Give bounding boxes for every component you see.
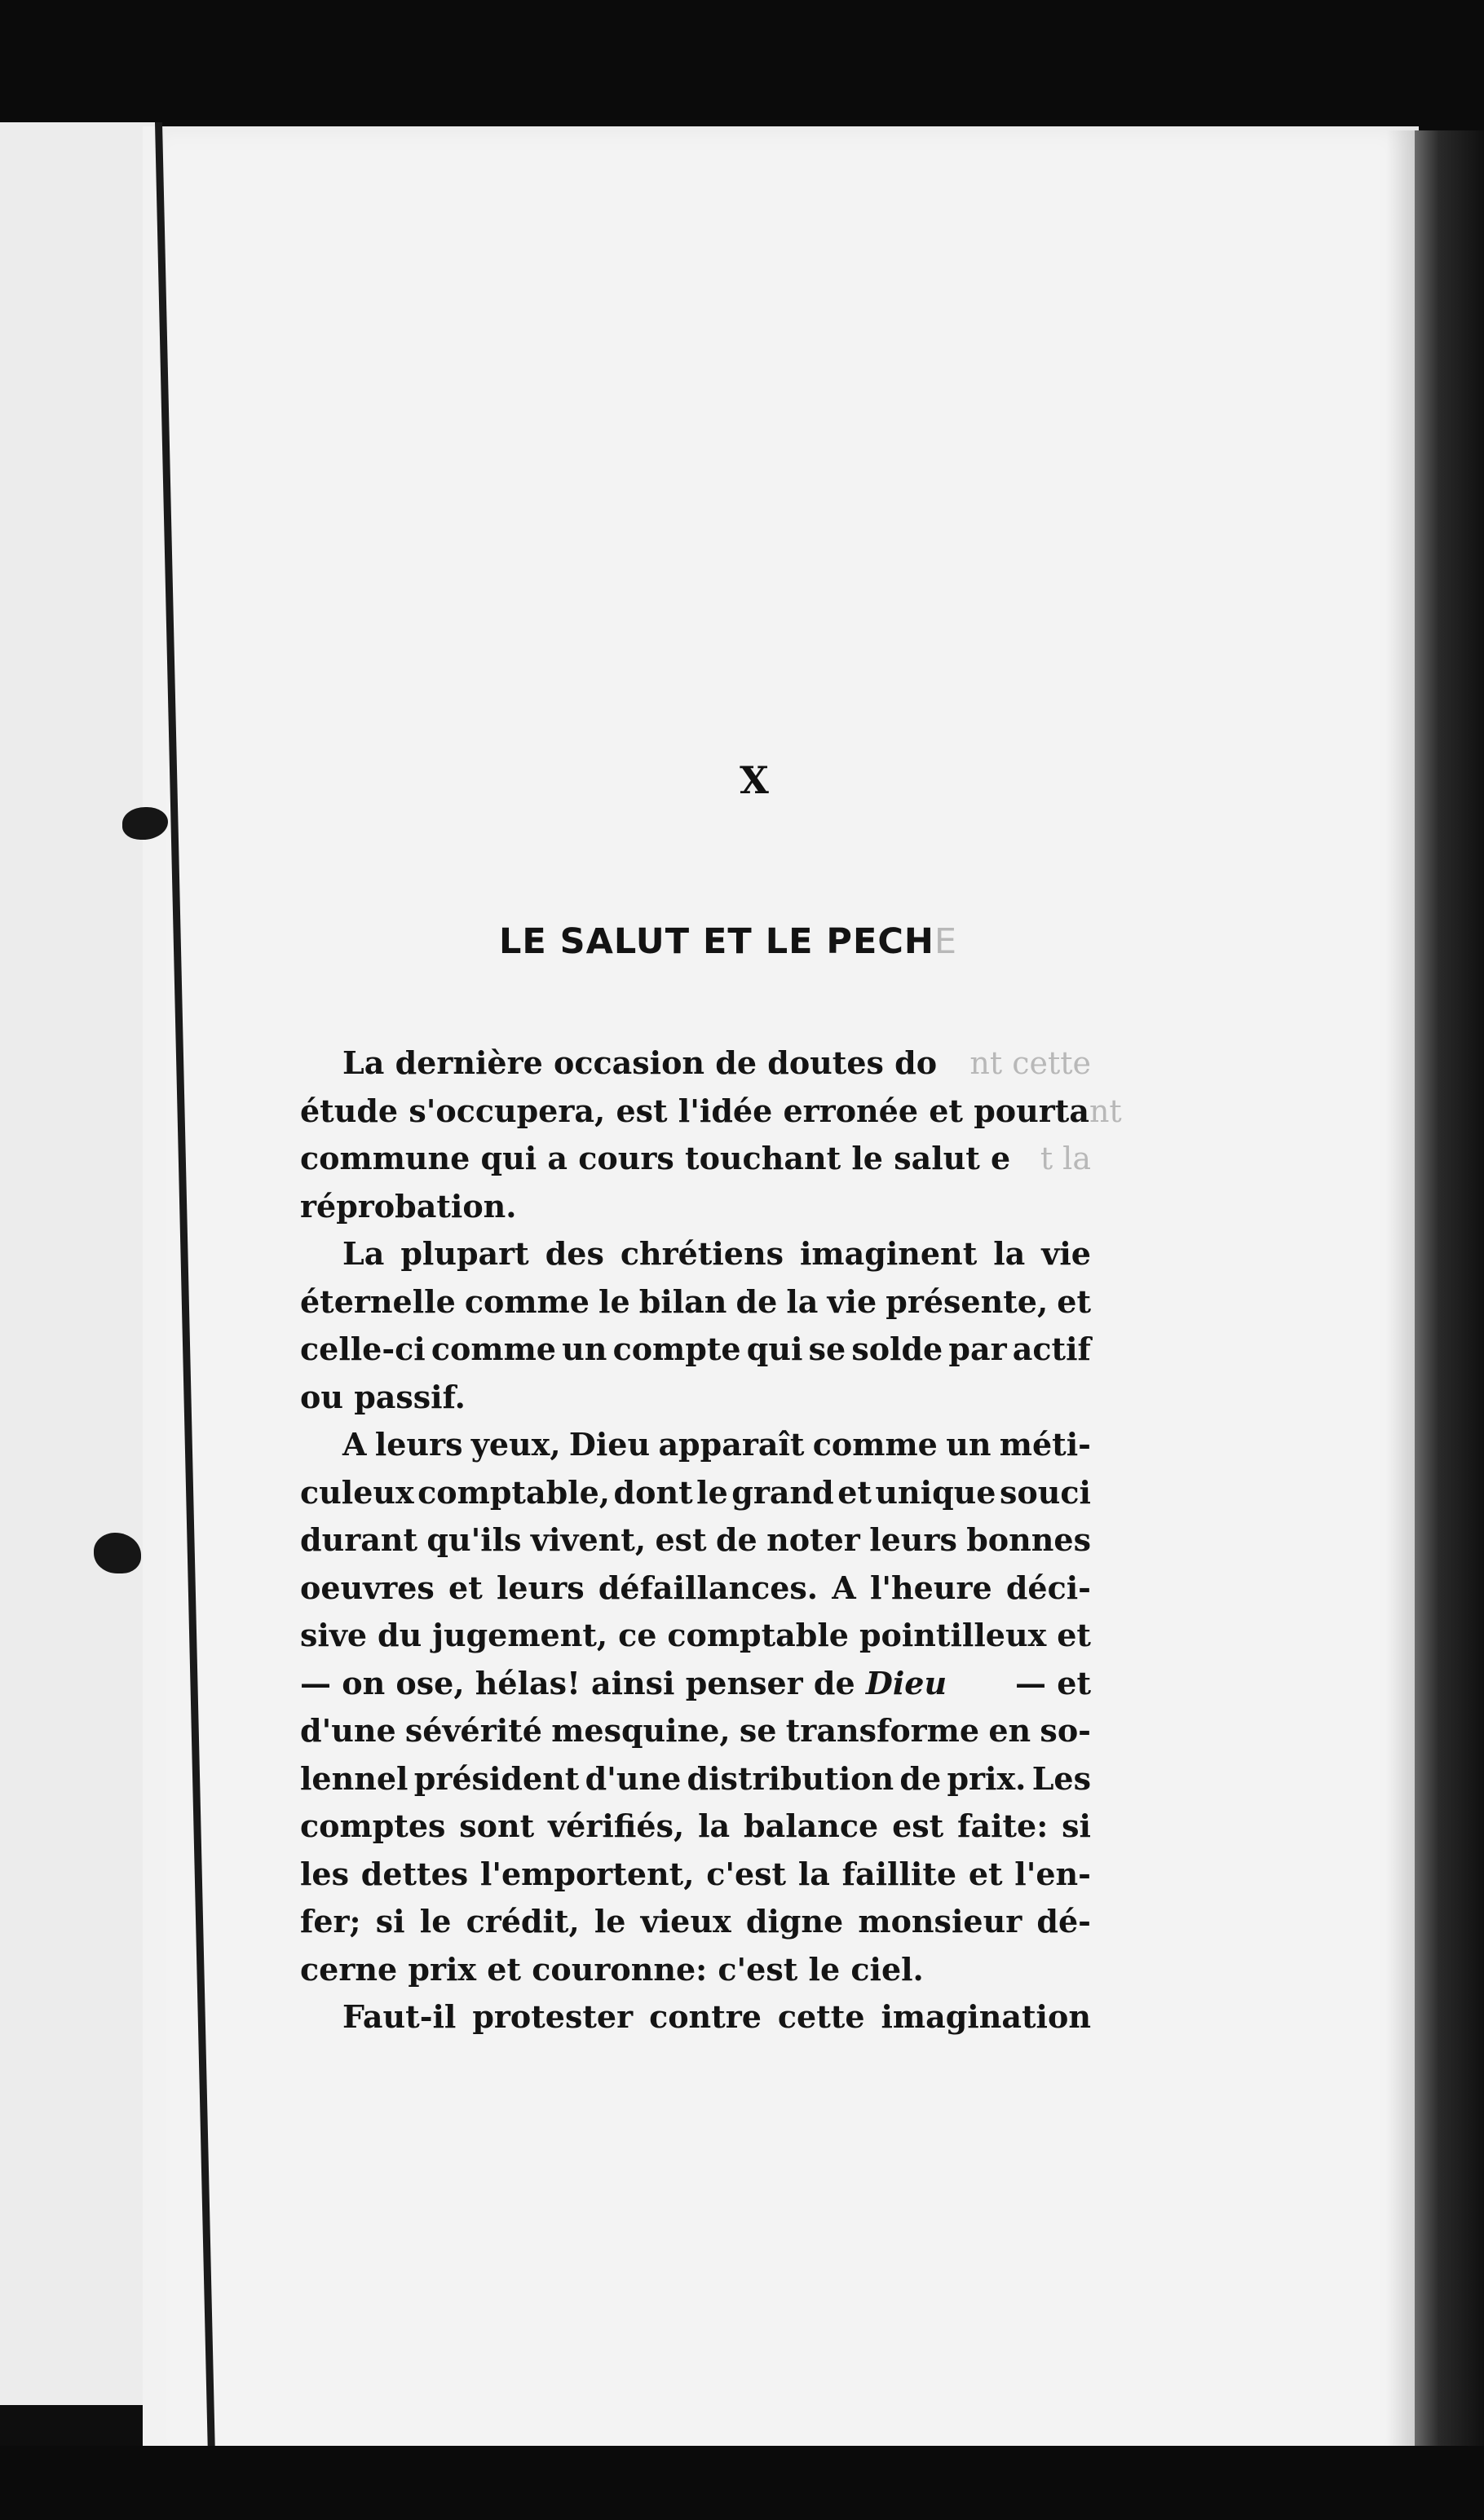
chapter-title-faded: E [934, 921, 958, 962]
word: Les [1031, 1759, 1091, 1797]
word: imaginent [799, 1235, 978, 1272]
word: noter [766, 1521, 860, 1558]
paragraph [300, 1421, 1091, 1993]
word: prix. [947, 1759, 1027, 1797]
word: ce [618, 1617, 657, 1653]
word: et [1057, 1282, 1091, 1320]
text-line [300, 1469, 1091, 1517]
word: distribution [687, 1759, 894, 1797]
word: monsieur [858, 1903, 1022, 1940]
word: celle-ci [300, 1331, 426, 1367]
word: éternelle [300, 1282, 456, 1320]
word: l'emportent, [479, 1855, 695, 1892]
scan-bottom-border [0, 2446, 1484, 2520]
word: sévérité [404, 1712, 542, 1749]
chapter-title-text: LE SALUT ET LE PECH [498, 921, 934, 962]
word: si [375, 1903, 405, 1940]
word: A [342, 1426, 367, 1463]
word: un [946, 1426, 992, 1463]
word: solde [851, 1331, 943, 1367]
text-line [300, 1851, 1091, 1899]
word: mesquine, [551, 1712, 731, 1749]
word: plupart [400, 1235, 529, 1272]
word: culeux [300, 1473, 414, 1511]
word: pointilleux [859, 1617, 1047, 1653]
word: dé- [1036, 1903, 1091, 1940]
word: des [545, 1235, 604, 1272]
word: unique [875, 1473, 996, 1511]
word: le [598, 1282, 630, 1320]
line-text [300, 1660, 947, 1708]
line-text-before: — on ose, hélas! ainsi penser de [300, 1664, 866, 1701]
word: protester [472, 1998, 634, 2035]
paragraph [300, 1039, 1122, 1230]
page-edge-shadow [1386, 130, 1419, 2462]
text-line [300, 1135, 1091, 1183]
text-line: cerne prix et couronne: c'est le ciel. [300, 1950, 924, 1988]
facing-page-edge [0, 122, 159, 2405]
line-text-faded: t la [1040, 1141, 1091, 1176]
word: digne [745, 1903, 844, 1940]
word: La [342, 1235, 385, 1272]
text-line: ou passif. [300, 1378, 466, 1415]
word: comptable [667, 1617, 849, 1653]
word: et [1057, 1617, 1091, 1653]
word: balance [744, 1807, 879, 1844]
word: déci- [1005, 1569, 1091, 1606]
text-line [300, 1565, 1091, 1613]
text-line [300, 1612, 1091, 1660]
word: par [948, 1331, 1007, 1367]
word: de [899, 1759, 942, 1797]
line-text: commune qui a cours touchant le salut e [300, 1140, 1011, 1176]
word: oeuvres [300, 1569, 435, 1606]
line-text-faded: nt cette [969, 1045, 1091, 1081]
line-text: étude s'occupera, est l'idée erronée et pourta [300, 1092, 1089, 1129]
word: se [808, 1331, 846, 1367]
text-line [300, 1039, 1091, 1088]
word: faillite [841, 1855, 957, 1892]
line-text-italic: Dieu [865, 1664, 947, 1701]
text-line [300, 1183, 1091, 1231]
word: l'heure [869, 1569, 992, 1606]
line-text-after: — et [1015, 1664, 1091, 1701]
word: comptes [300, 1807, 446, 1844]
word: imagination [881, 1998, 1091, 2035]
word: comptable, [417, 1473, 611, 1511]
word: vérifiés, [548, 1807, 685, 1844]
text-line [300, 1088, 1122, 1136]
word: bilan [638, 1282, 727, 1320]
word: la [797, 1855, 830, 1892]
word: chrétiens [620, 1235, 784, 1272]
word: est [655, 1521, 707, 1558]
word: qui [746, 1331, 803, 1367]
word: bonnes [966, 1521, 1091, 1558]
paragraph [300, 1993, 1091, 2041]
word: d'une [300, 1712, 396, 1749]
word: transforme [785, 1712, 980, 1749]
word: leurs [374, 1426, 463, 1463]
word: est [892, 1807, 944, 1844]
word: vie [827, 1282, 877, 1320]
word: contre [649, 1998, 762, 2035]
word: qu'ils [426, 1521, 522, 1558]
text-line [300, 1278, 1091, 1326]
word: lennel [300, 1759, 409, 1797]
word: l'en- [1014, 1855, 1091, 1892]
word: le [594, 1903, 626, 1940]
scan-top-border [0, 0, 1484, 135]
line-text: La dernière occasion de doutes do [342, 1044, 938, 1081]
word: comme [464, 1282, 590, 1320]
word: grand [731, 1473, 834, 1511]
word: et [968, 1855, 1003, 1892]
chapter-body [300, 1039, 1122, 2041]
word: les [300, 1855, 350, 1892]
word: cette [777, 1998, 865, 2035]
word: c'est [706, 1855, 787, 1892]
word: vivent, [530, 1521, 647, 1558]
text-line [300, 1898, 1091, 1946]
text-line [300, 1516, 1091, 1565]
scan-right-border [1415, 130, 1484, 2478]
word: sive [300, 1617, 368, 1653]
word: durant [300, 1521, 418, 1558]
word: crédit, [466, 1903, 580, 1940]
word: la [786, 1282, 819, 1320]
text-line [300, 1230, 1091, 1278]
word: dettes [360, 1855, 469, 1892]
word: yeux, [470, 1426, 561, 1463]
text-line [300, 1707, 1091, 1755]
word: un [562, 1331, 607, 1367]
text-line [300, 1993, 1091, 2041]
chapter-title [333, 921, 1124, 962]
line-text: réprobation. [300, 1187, 517, 1225]
word: souci [1000, 1473, 1091, 1511]
word: A [832, 1569, 856, 1606]
line-text-faded: nt [1089, 1092, 1122, 1129]
word: comme [812, 1426, 938, 1463]
word: vie [1041, 1235, 1091, 1272]
word: so- [1040, 1712, 1091, 1749]
word: comme [431, 1331, 556, 1367]
word: le [696, 1473, 728, 1511]
word: leurs [496, 1569, 585, 1606]
word: de [735, 1282, 778, 1320]
text-line [300, 1803, 1091, 1851]
word: et [837, 1473, 872, 1511]
word: dont [613, 1473, 693, 1511]
word: président [413, 1759, 580, 1797]
text-line [300, 1326, 1091, 1374]
word: leurs [869, 1521, 957, 1558]
word: la [698, 1807, 731, 1844]
word: méti- [999, 1426, 1091, 1463]
word: fer; [300, 1903, 361, 1940]
word: présente, [886, 1282, 1049, 1320]
word: en [988, 1712, 1031, 1749]
word: compte [612, 1331, 741, 1367]
word: d'une [585, 1759, 682, 1797]
chapter-number: X [740, 758, 769, 802]
word: Faut-il [342, 1998, 457, 2035]
text-line [300, 1421, 1091, 1469]
word: le [419, 1903, 452, 1940]
word: et [448, 1569, 483, 1606]
word: apparaît [658, 1426, 805, 1463]
word: défaillances. [598, 1569, 819, 1606]
text-line [300, 1755, 1091, 1803]
word: si [1062, 1807, 1091, 1844]
word: se [739, 1712, 777, 1749]
text-line [300, 1660, 1091, 1708]
word: de [715, 1521, 757, 1558]
paragraph [300, 1230, 1091, 1421]
book-gutter [143, 126, 164, 2458]
word: la [993, 1235, 1026, 1272]
word: jugement, [432, 1617, 608, 1653]
word: du [378, 1617, 422, 1653]
word: actif [1012, 1331, 1091, 1367]
word: faite: [957, 1807, 1049, 1844]
word: sont [459, 1807, 535, 1844]
word: vieux [640, 1903, 731, 1940]
word: Dieu [568, 1426, 651, 1463]
